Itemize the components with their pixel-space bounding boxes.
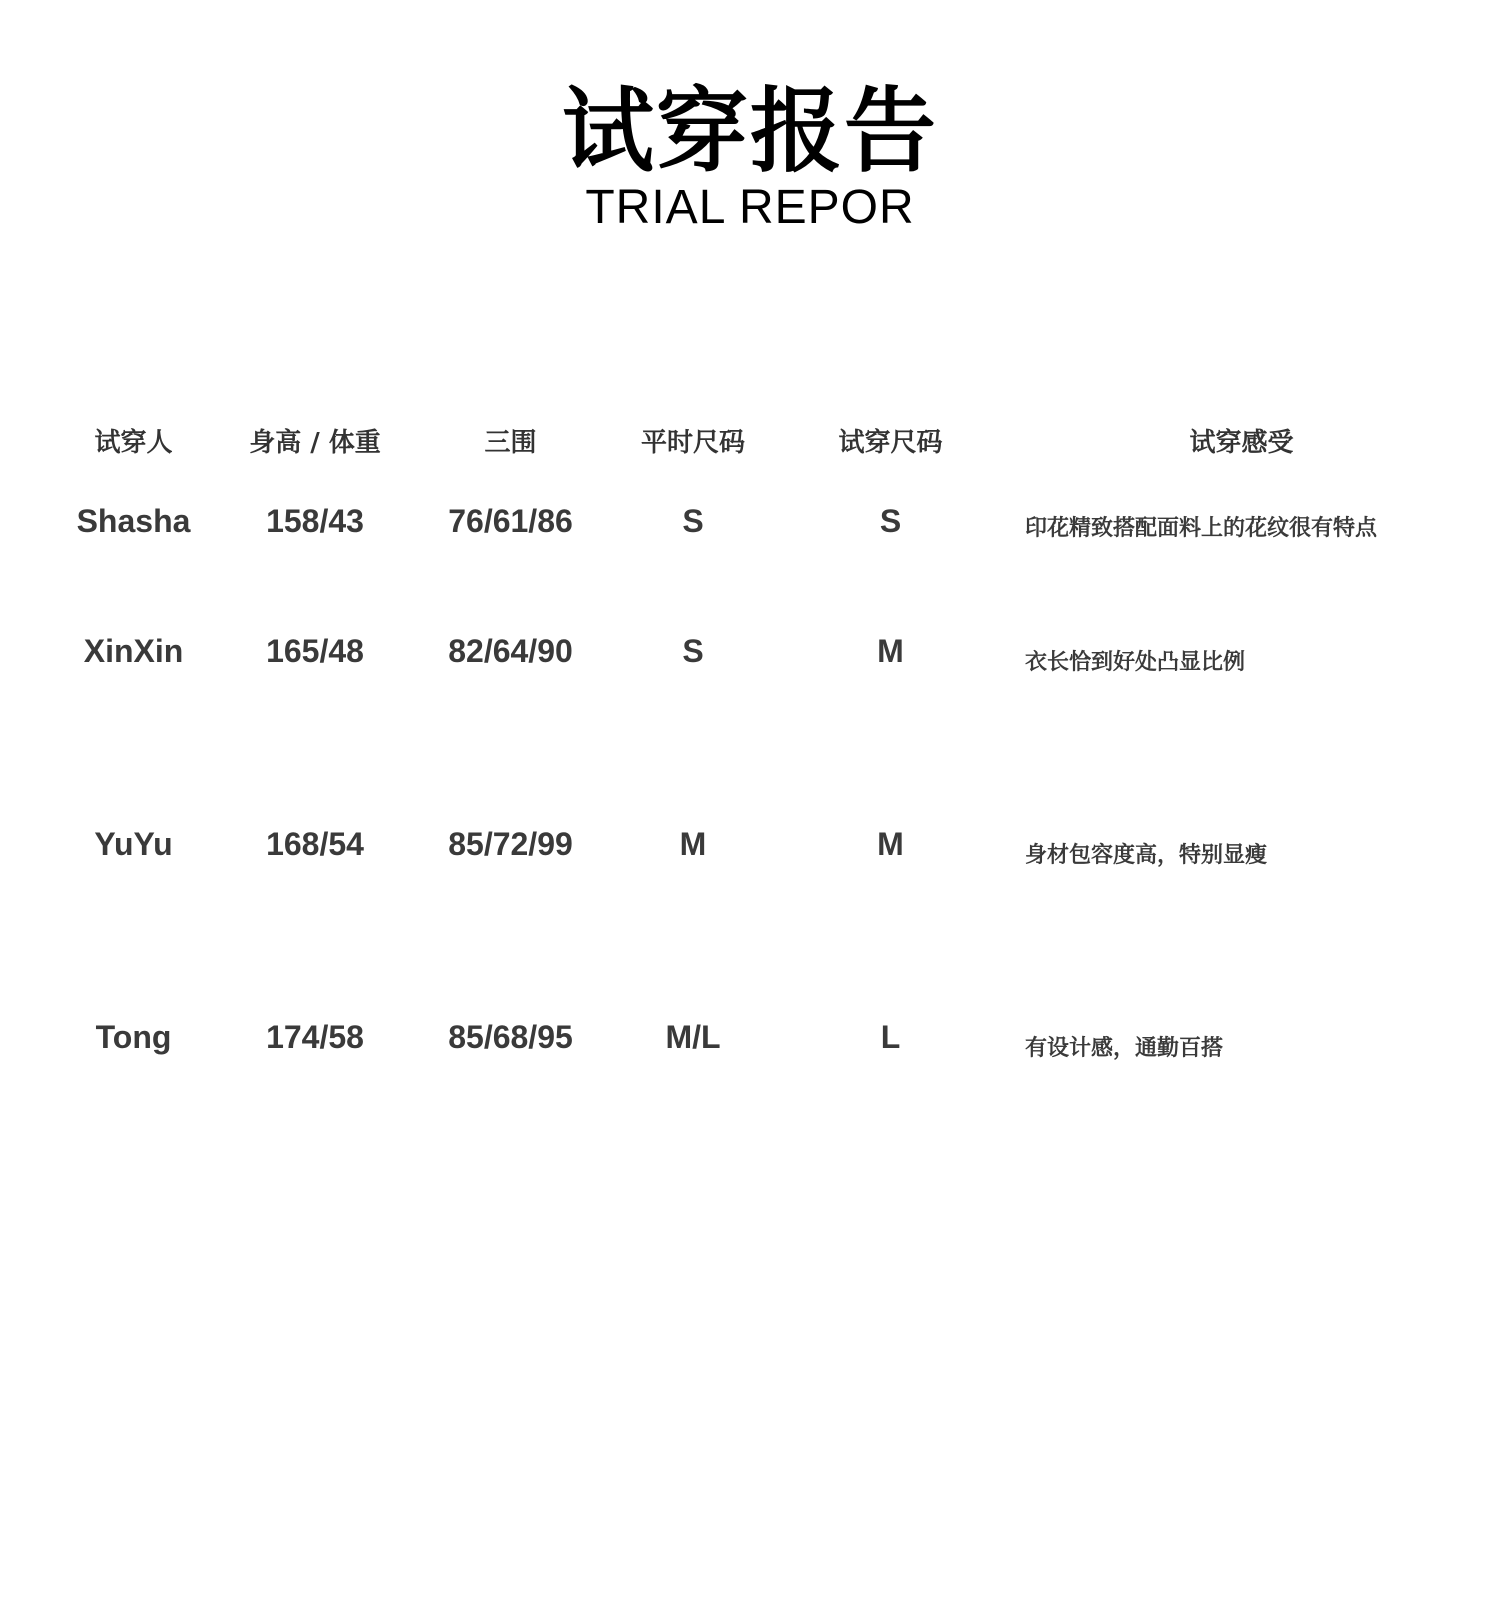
height-weight: 174/58 bbox=[266, 1019, 364, 1055]
measurements: 85/72/99 bbox=[448, 826, 573, 862]
column-header-feeling: 试穿感受 bbox=[1189, 427, 1294, 458]
report-subtitle: TRIAL REPOR bbox=[585, 181, 915, 234]
tester-name: YuYu bbox=[94, 826, 173, 862]
usual-size: M bbox=[679, 826, 707, 862]
usual-size: S bbox=[682, 503, 704, 539]
trial-feeling: 衣长恰到好处凸显比例 bbox=[1025, 650, 1246, 675]
table-row bbox=[40, 798, 1470, 991]
column-header-usual-size: 平时尺码 bbox=[640, 427, 745, 458]
table-row bbox=[40, 991, 1470, 1184]
column-header-tester: 试穿人 bbox=[94, 427, 173, 458]
usual-size: S bbox=[682, 633, 704, 669]
report-title: 试穿报告 bbox=[561, 78, 938, 185]
height-weight: 158/43 bbox=[266, 503, 364, 539]
usual-size: M/L bbox=[665, 1019, 721, 1055]
column-header-trial-size: 试穿尺码 bbox=[838, 427, 943, 458]
trial-feeling: 印花精致搭配面料上的花纹很有特点 bbox=[1025, 516, 1378, 541]
trial-size: M bbox=[877, 633, 904, 669]
trial-size: S bbox=[879, 503, 902, 539]
tester-name: Shasha bbox=[76, 503, 191, 539]
column-header-height-weight: 身高 / 体重 bbox=[249, 427, 381, 458]
measurements: 85/68/95 bbox=[448, 1019, 573, 1055]
height-weight: 165/48 bbox=[266, 633, 364, 669]
trial-size: L bbox=[880, 1019, 901, 1055]
trial-feeling: 身材包容度高，特别显瘦 bbox=[1025, 843, 1268, 868]
measurements: 76/61/86 bbox=[448, 503, 573, 539]
table-row bbox=[40, 605, 1470, 798]
table-header-row bbox=[40, 405, 1470, 475]
table-row bbox=[40, 475, 1470, 605]
trial-feeling: 有设计感，通勤百搭 bbox=[1025, 1036, 1224, 1061]
column-header-measurements: 三围 bbox=[484, 427, 537, 458]
tester-name: Tong bbox=[95, 1019, 172, 1055]
trial-size: M bbox=[877, 826, 904, 862]
height-weight: 168/54 bbox=[266, 826, 364, 862]
trial-report-table bbox=[40, 405, 1470, 1184]
tester-name: XinXin bbox=[83, 633, 184, 669]
measurements: 82/64/90 bbox=[448, 633, 573, 669]
